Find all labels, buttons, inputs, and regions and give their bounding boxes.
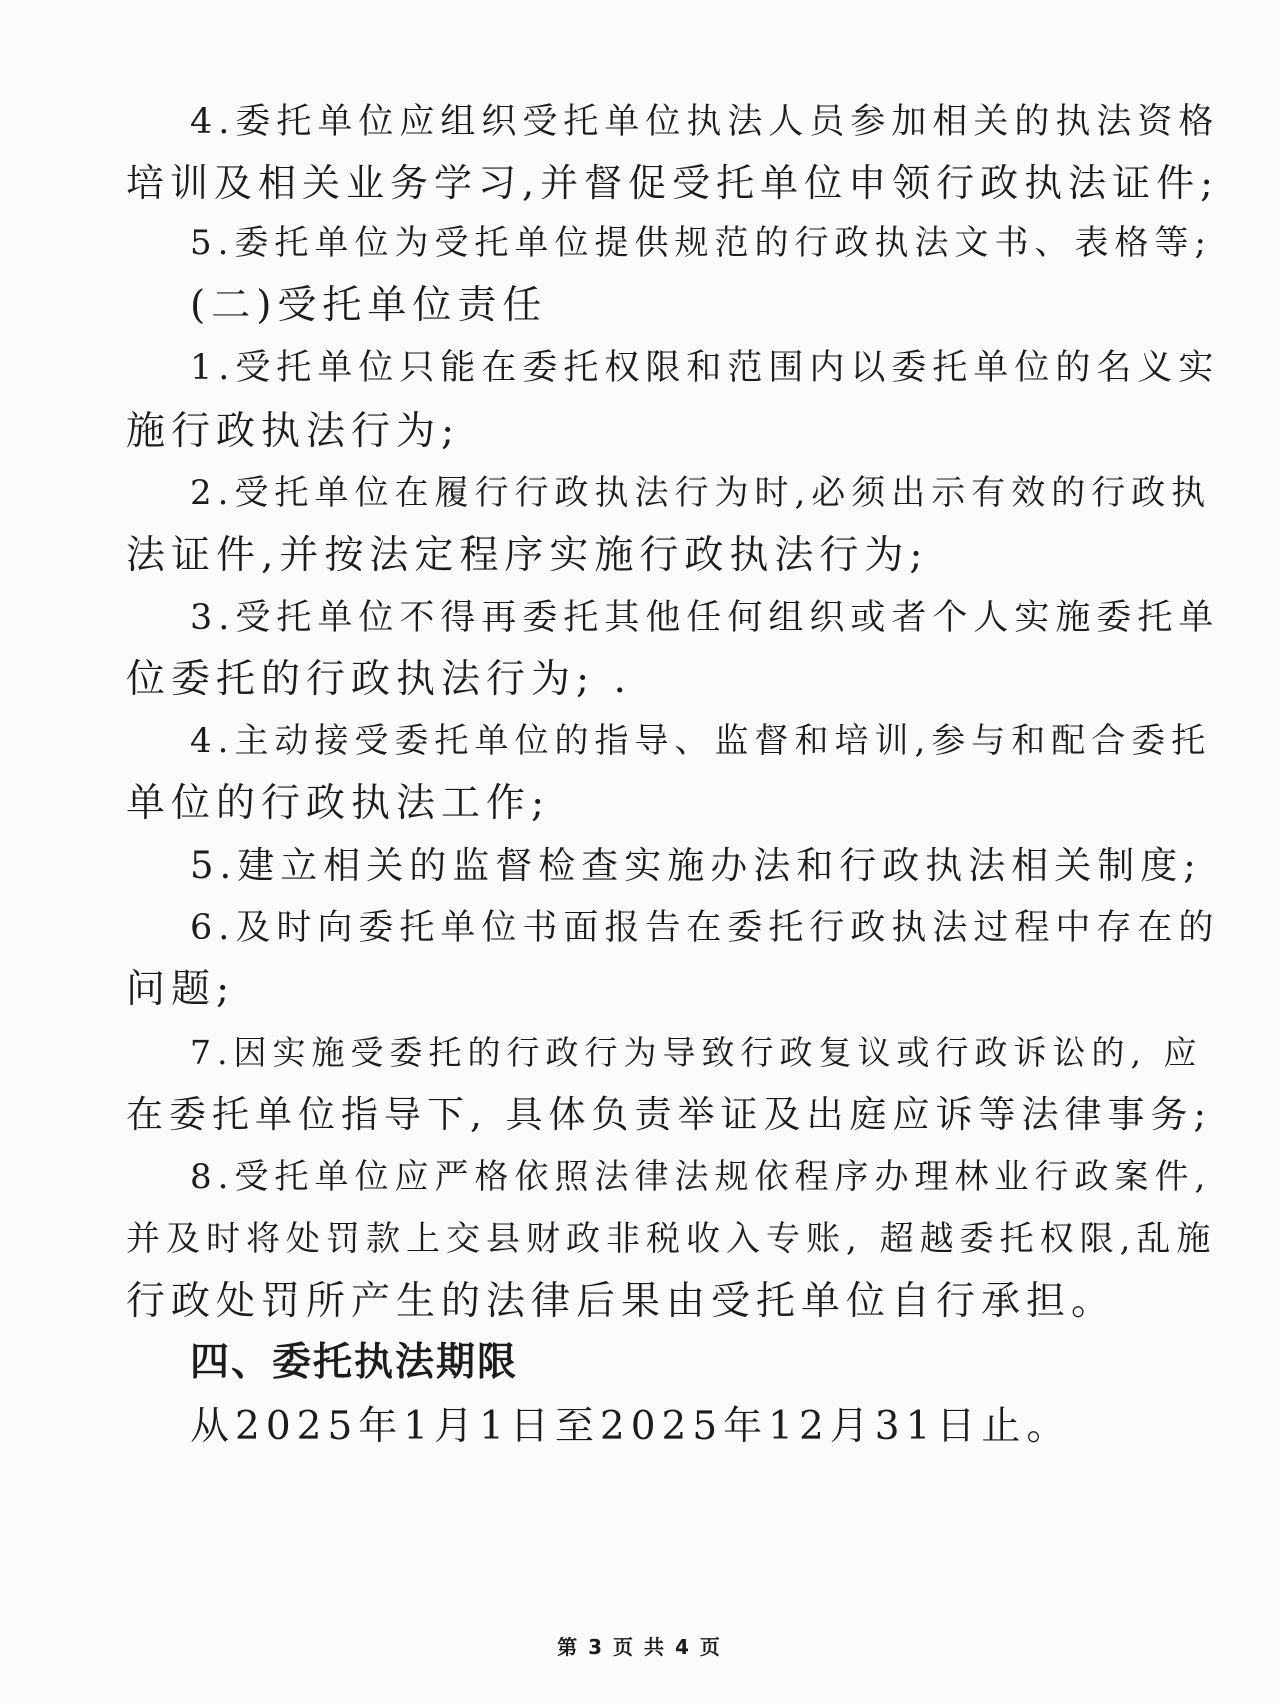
text-line: 8.受托单位应严格依照法律法规依程序办理林业行政案件, <box>190 1157 1212 1197</box>
text-line: 6.及时向委托单位书面报告在委托行政执法过程中存在的 <box>190 908 1220 948</box>
text-line: 7.因实施受委托的行政行为导致行政复议或行政诉讼的, 应 <box>190 1033 1203 1072</box>
text-line: 5.委托单位为受托单位提供规范的行政执法文书、表格等; <box>190 223 1212 263</box>
text-line: 单位的行政执法工作; <box>126 781 551 826</box>
text-line: 法证件,并按法定程序实施行政执法行为; <box>126 533 929 578</box>
text-line: 施行政执法行为; <box>126 409 461 454</box>
text-line: 培训及相关业务学习,并督促受托单位申领行政执法证件; <box>126 161 1219 205</box>
text-line: 在委托单位指导下, 具体负责举证及出庭应诉等法律事务; <box>126 1093 1212 1136</box>
text-line: 2.受托单位在履行行政执法行为时,必须出示有效的行政执 <box>190 473 1212 513</box>
text-line: 1.受托单位只能在委托权限和范围内以委托单位的名义实 <box>190 348 1220 388</box>
text-line: 5.建立相关的监督检查实施办法和行政执法相关制度; <box>190 844 1202 887</box>
text-line: 从2025年1月1日至2025年12月31日止。 <box>190 1404 1072 1449</box>
text-line: 并及时将处罚款上交县财政非税收入专账, 超越委托权限,乱施 <box>126 1219 1217 1259</box>
text-line: 3.受托单位不得再委托其他任何组织或者个人实施委托单 <box>190 598 1220 638</box>
text-line: 问题; <box>126 967 236 1012</box>
text-line: 位委托的行政执法行为; . <box>126 657 632 702</box>
text-line: 4.委托单位应组织受托单位执法人员参加相关的执法资格 <box>190 102 1220 142</box>
section-heading: 四、委托执法期限 <box>190 1340 519 1385</box>
section-subheading: (二)受托单位责任 <box>190 283 548 328</box>
page-number: 第 3 页 共 4 页 <box>557 1635 722 1659</box>
text-line: 4.主动接受委托单位的指导、监督和培训,参与和配合委托 <box>190 721 1212 761</box>
text-line: 行政处罚所产生的法律后果由受托单位自行承担。 <box>126 1279 1117 1324</box>
